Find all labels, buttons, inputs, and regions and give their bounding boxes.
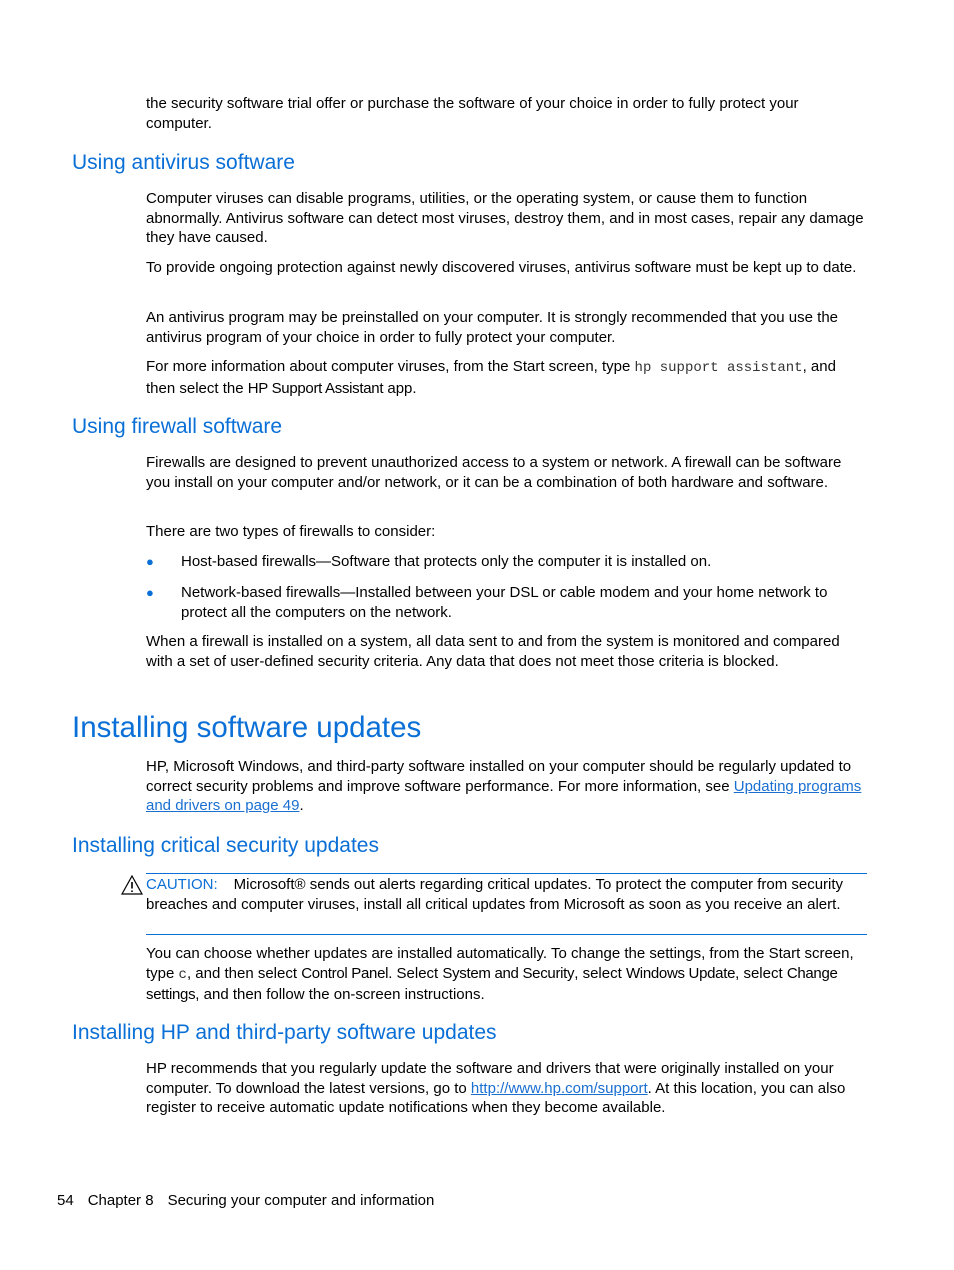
text-run: . Select <box>388 964 443 982</box>
caution-label: CAUTION: <box>146 876 218 893</box>
ui-label: Control Panel <box>301 964 389 982</box>
heading-critical-updates: Installing critical security updates <box>72 834 379 857</box>
antivirus-paragraph-2: To provide ongoing protection against newly discovered viruses, antivirus software must be kept up to date. <box>146 259 857 276</box>
command-text: hp support assistant <box>634 360 803 376</box>
text-run: , select <box>574 964 626 982</box>
firewall-paragraph-3: When a firewall is installed on a system, all data sent to and from the system is monitored and compared with a set of user-defined security criteria. Any data that does not meet those criteria is blocked. <box>146 633 840 670</box>
text-run: , select <box>735 964 787 982</box>
text-run: , and then select the <box>146 358 836 397</box>
link-hp-support[interactable]: http://www.hp.com/support <box>470 1079 648 1097</box>
heading-firewall: Using firewall software <box>72 415 283 438</box>
ui-label: Change settings <box>146 964 838 1003</box>
list-item-text: Network-based firewalls—Installed between your DSL or cable modem and your home network to protect all the computers on the network. <box>181 584 828 621</box>
bullet-icon: ● <box>146 554 154 569</box>
updates-paragraph <box>146 757 868 816</box>
firewall-paragraph-2: There are two types of firewalls to consider: <box>146 523 436 540</box>
heading-antivirus: Using antivirus software <box>72 151 295 174</box>
page-number: 54 <box>57 1192 74 1209</box>
warning-triangle-icon <box>121 875 143 895</box>
ui-label: HP Support Assistant <box>247 379 384 397</box>
bullet-icon: ● <box>146 585 154 600</box>
text-run: , and then select <box>186 964 302 982</box>
text-run: app. <box>383 379 417 397</box>
caution-top-rule <box>146 873 867 874</box>
caution-text: Microsoft® sends out alerts regarding critical updates. To protect the computer from security breaches and computer viruses, install all critical updates from Microsoft as soon as you receive an alert. <box>146 876 844 913</box>
hp-updates-paragraph <box>146 1059 868 1118</box>
link-updating-programs[interactable]: Updating programs and drivers on page 49 <box>146 777 862 814</box>
heading-hp-updates: Installing HP and third-party software updates <box>72 1021 497 1044</box>
text-run: HP recommends that you regularly update the software and drivers that were originally installed on your computer. To download the latest versions, go to <box>146 1060 834 1097</box>
caution-bottom-rule <box>146 934 867 935</box>
firewall-paragraph-1: Firewalls are designed to prevent unauthorized access to a system or network. A firewall can be software you install on your computer and/or network, or it can be a combination of both hardware and software. <box>146 454 842 491</box>
list-item-text: Host-based firewalls—Software that protects only the computer it is installed on. <box>181 553 712 570</box>
text-run: . At this location, you can also register to receive automatic update notifications when they become available. <box>146 1079 846 1116</box>
ui-label: Windows Update <box>625 964 736 982</box>
caution-note <box>146 875 868 914</box>
antivirus-paragraph-4 <box>146 357 868 398</box>
page-footer <box>57 1191 448 1210</box>
text-run: . <box>299 797 304 814</box>
text-run: You can choose whether updates are installed automatically. To change the settings, from the Start screen, type <box>146 945 854 982</box>
text-run: HP, Microsoft Windows, and third-party software installed on your computer should be regularly updated to correct security problems and improve software performance. For more information, see <box>146 758 852 795</box>
ui-label: System and Security <box>442 964 575 982</box>
text-run: , and then follow the on-screen instructions. <box>195 986 485 1003</box>
command-text: c <box>178 966 187 983</box>
chapter-title: Securing your computer and information <box>167 1192 435 1209</box>
antivirus-paragraph-1: Computer viruses can disable programs, utilities, or the operating system, or cause them to function abnormally. Antivirus software can detect most viruses, destroy them, and in most cases, repair any damage they have caused. <box>146 190 864 246</box>
intro-paragraph: the security software trial offer or purchase the software of your choice in order to fully protect your computer. <box>146 95 799 132</box>
chapter-label: Chapter 8 <box>87 1192 154 1209</box>
antivirus-paragraph-3: An antivirus program may be preinstalled on your computer. It is strongly recommended that you use the antivirus program of your choice in order to fully protect your computer. <box>146 309 839 346</box>
critical-paragraph <box>146 944 868 1005</box>
text-run: For more information about computer viruses, from the Start screen, type <box>146 358 635 375</box>
heading-installing-updates: Installing software updates <box>72 711 422 744</box>
